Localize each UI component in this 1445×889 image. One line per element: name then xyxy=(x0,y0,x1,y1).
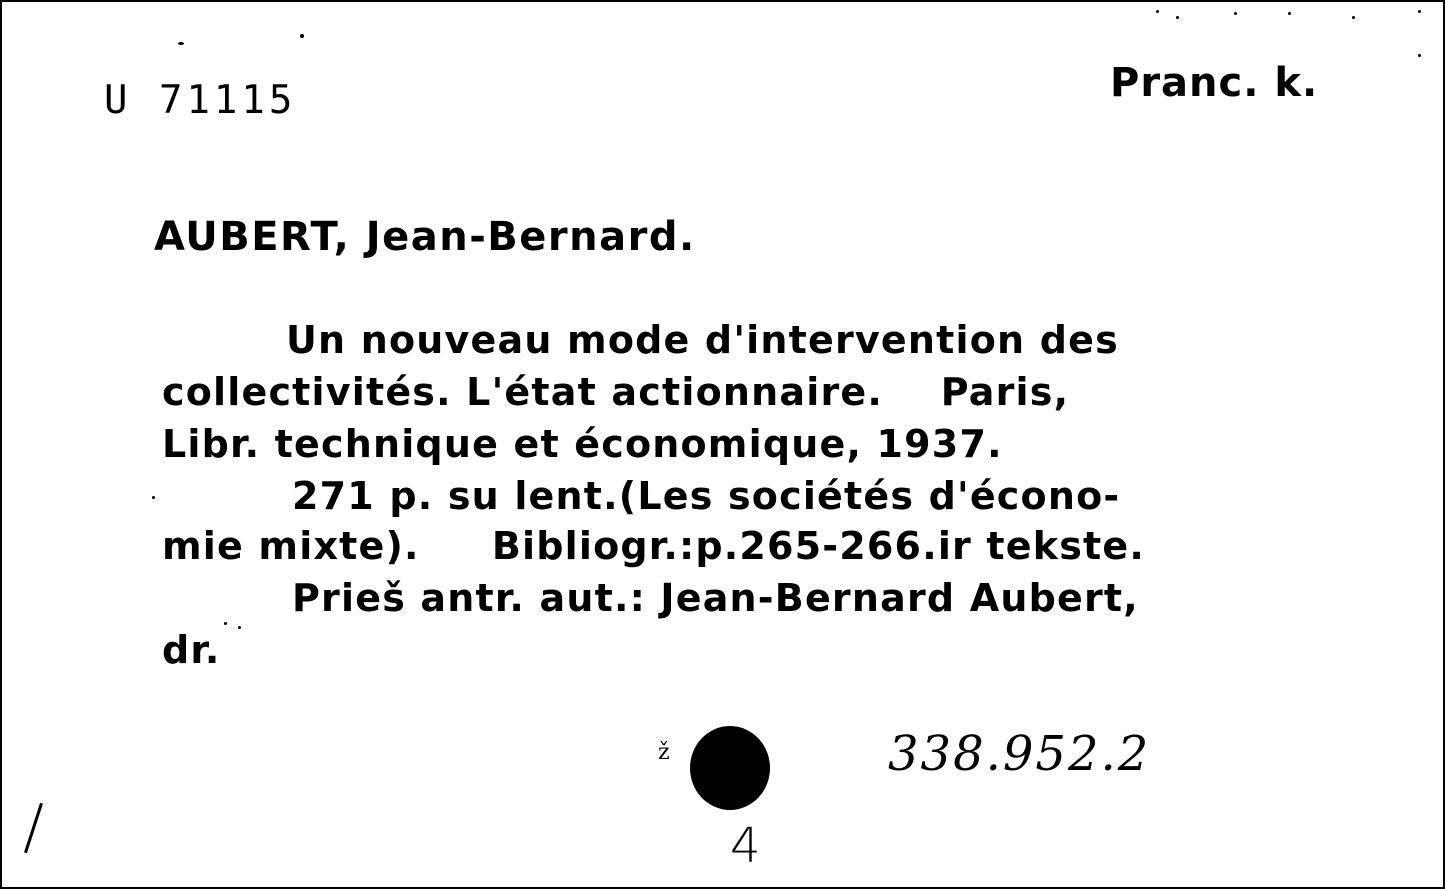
scan-speck xyxy=(1234,12,1237,15)
stamp-mark: ž xyxy=(658,740,670,765)
scan-speck xyxy=(178,42,184,45)
scan-speck xyxy=(1288,12,1291,15)
scan-speck xyxy=(152,496,155,499)
scan-speck xyxy=(1156,10,1159,13)
scan-speck xyxy=(1418,10,1421,13)
author-heading: AUBERT, Jean-Bernard. xyxy=(154,214,696,260)
scan-speck xyxy=(1418,54,1421,57)
description-line: 271 p. su lent.(Les sociétés d'écono- xyxy=(292,474,1121,518)
pen-mark xyxy=(24,803,43,853)
scan-speck xyxy=(224,622,227,625)
hole-punch-dot xyxy=(690,726,770,810)
description-line: Un nouveau mode d'intervention des xyxy=(286,318,1119,362)
description-line: dr. xyxy=(162,628,221,672)
scan-speck xyxy=(1176,16,1179,19)
scan-speck xyxy=(238,626,241,629)
description-line: Prieš antr. aut.: Jean-Bernard Aubert, xyxy=(292,576,1139,620)
scan-speck xyxy=(1352,16,1355,19)
call-number: U 71115 xyxy=(104,78,297,123)
description-line: mie mixte). Bibliogr.:p.265-266.ir tekste. xyxy=(162,524,1146,568)
description-line: Libr. technique et économique, 1937. xyxy=(162,422,1003,466)
scan-speck xyxy=(300,34,304,38)
handwritten-number: 4 xyxy=(730,818,761,874)
classification-number: 338.952.2 xyxy=(888,726,1151,782)
description-line: collectivités. L'état actionnaire. Paris, xyxy=(162,370,1070,414)
collection-label: Pranc. k. xyxy=(1110,60,1319,106)
